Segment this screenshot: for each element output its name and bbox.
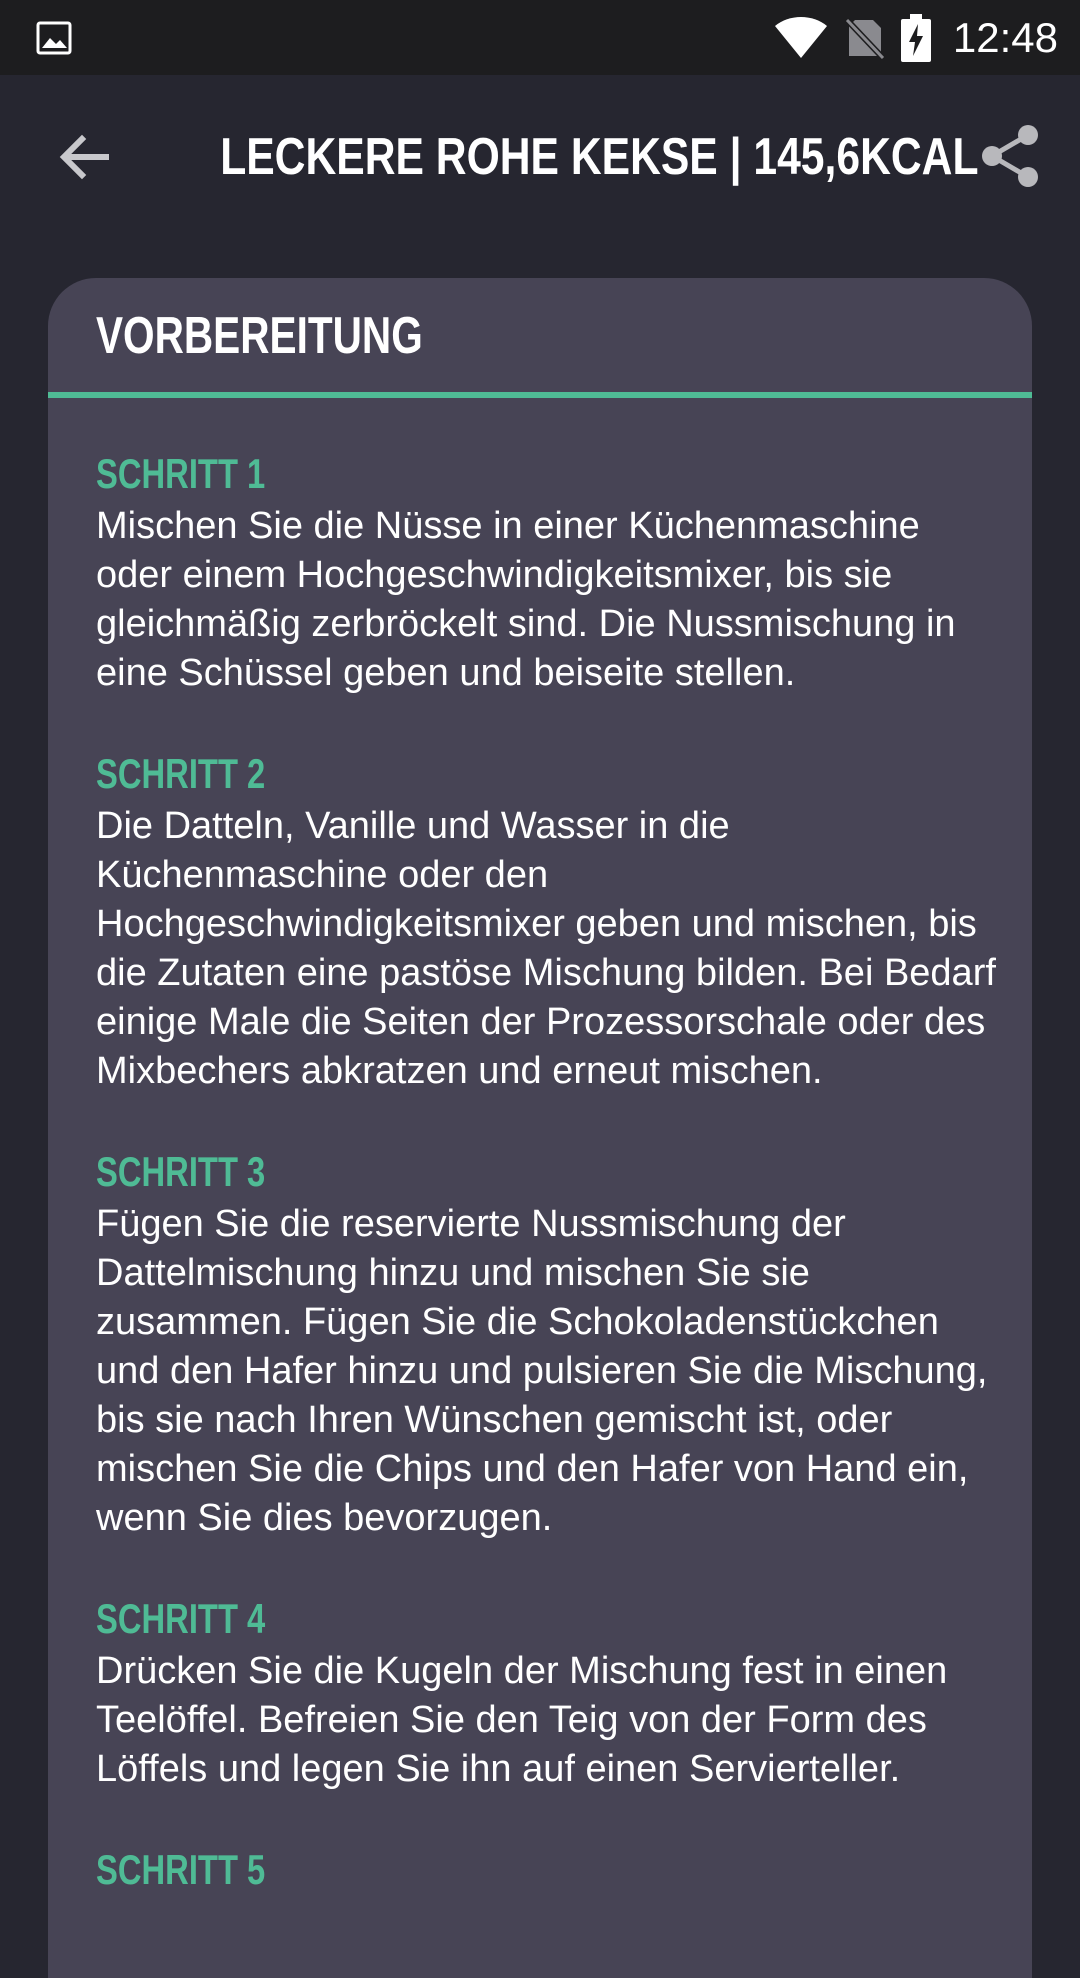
list-item: [96, 448, 984, 698]
step-text: Fügen Sie die reservierte Nussmischung der Dattelmischung hinzu und mischen Sie sie zusammen. Fügen Sie die Schokoladenstückchen und den Hafer hinzu und pulsieren Sie die Mischung, bis sie nach Ihren Wünschen gemischt ist, oder mischen Sie die Chips und den Hafer von Hand ein, wenn Sie dies bevorzugen.: [96, 1203, 988, 1539]
status-time: 12:48: [952, 13, 1058, 61]
list-item: [96, 1146, 988, 1543]
list-item: [96, 748, 996, 1096]
share-icon: [978, 123, 1044, 189]
step-label: SCHRITT 2: [96, 750, 266, 797]
app-bar: [0, 75, 1080, 245]
step-text: Drücken Sie die Kugeln der Mischung fest in einen Teelöffel. Befreien Sie den Teig von der Form des Löffels und legen Sie ihn auf einen Servierteller.: [96, 1650, 948, 1790]
steps-list: [48, 398, 1032, 1896]
step-label: SCHRITT 4: [96, 1595, 266, 1642]
step-label: SCHRITT 3: [96, 1148, 266, 1195]
share-button[interactable]: [978, 123, 1044, 189]
card-heading: VORBEREITUNG: [96, 307, 423, 365]
step-label: SCHRITT 1: [96, 450, 266, 497]
preparation-card: [48, 278, 1032, 1978]
status-bar: [0, 0, 1080, 75]
step-label: SCHRITT 5: [96, 1846, 266, 1893]
wifi-icon: [773, 16, 829, 60]
arrow-left-icon: [58, 131, 110, 183]
image-icon: [36, 20, 72, 56]
list-item: [96, 1593, 984, 1794]
page-title: LECKERE ROHE KEKSE | 145,6KCAL: [220, 128, 979, 186]
card-header: [48, 278, 1032, 392]
step-text: Die Datteln, Vanille und Wasser in die Küchenmaschine oder den Hochgeschwindigkeitsmixer geben und mischen, bis die Zutaten eine pastöse Mischung bilden. Bei Bedarf einige Male die Seiten der Prozessorschale oder des Mixbechers abkratzen und erneut mischen.: [96, 805, 996, 1092]
list-item: [96, 1844, 984, 1896]
back-button[interactable]: [52, 125, 116, 189]
battery-charging-icon: [901, 14, 931, 62]
no-sim-icon: [845, 16, 885, 60]
step-text: Mischen Sie die Nüsse in einer Küchenmaschine oder einem Hochgeschwindigkeitsmixer, bis sie gleichmäßig zerbröckelt sind. Die Nussmischung in eine Schüssel geben und beiseite stellen.: [96, 505, 956, 694]
